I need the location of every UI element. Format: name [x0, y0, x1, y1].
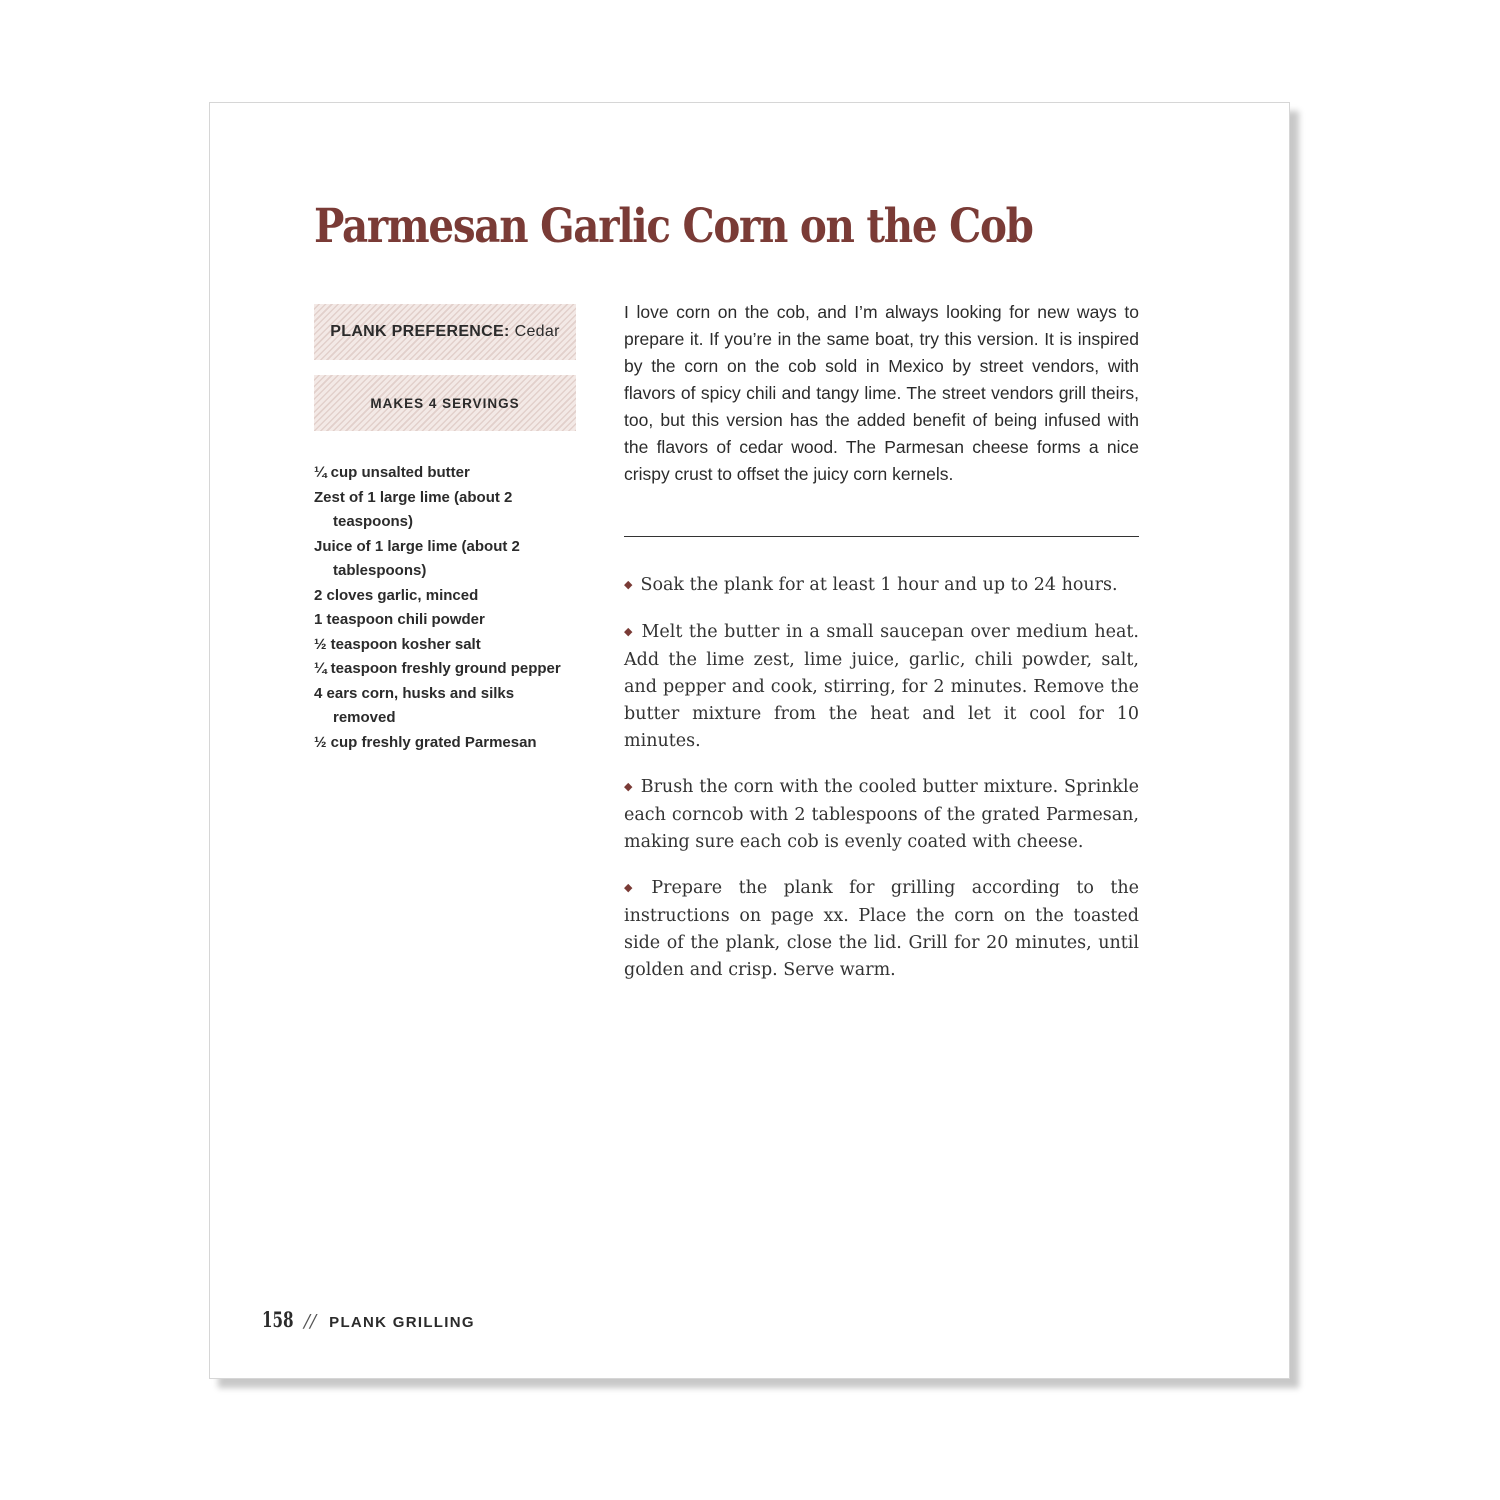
- step-text: Melt the butter in a small saucepan over medium heat. Add the lime zest, lime juice, garlic, chili powder, salt, and pepper and cook, stirring, for 2 minutes. Remove the butter mixture from the heat and let it cool for 10 minutes.: [624, 622, 1139, 751]
- ingredients-list: [314, 461, 576, 755]
- diamond-bullet-icon: ◆: [624, 578, 633, 591]
- step-text: Prepare the plank for grilling according to the instructions on page xx. Place the corn on the toasted side of the plank, close the lid. Grill for 20 minutes, until golden and crisp. Serve warm.: [624, 878, 1139, 980]
- ingredient-item: ¼ teaspoon freshly ground pepper: [314, 660, 561, 677]
- step-item: [624, 572, 1139, 600]
- ingredient-item: ½ teaspoon kosher salt: [314, 635, 481, 653]
- plank-preference-label: PLANK PREFERENCE:: [330, 323, 510, 340]
- plank-preference-box: [314, 304, 576, 360]
- step-item: [624, 875, 1139, 984]
- ingredient-item: ½ cup freshly grated Parmesan: [314, 733, 537, 751]
- diamond-bullet-icon: ◆: [624, 625, 634, 638]
- diamond-bullet-icon: ◆: [624, 881, 644, 894]
- section-divider: [624, 536, 1139, 537]
- diamond-bullet-icon: ◆: [624, 780, 633, 793]
- steps-list: [624, 572, 1139, 1003]
- step-item: [624, 619, 1139, 755]
- ingredient-item: Zest of 1 large lime (about 2 teaspoons): [314, 488, 513, 530]
- ingredient-item: 4 ears corn, husks and silks removed: [314, 684, 515, 726]
- book-page: [209, 102, 1290, 1379]
- footer-separator: //: [304, 1311, 317, 1332]
- step-item: [624, 774, 1139, 856]
- page-number: 158: [262, 1307, 294, 1332]
- ingredient-item: Juice of 1 large lime (about 2 tablespoons): [314, 537, 520, 579]
- plank-preference-value: Cedar: [514, 323, 560, 340]
- ingredient-item: ¼ cup unsalted butter: [314, 464, 470, 481]
- recipe-title: Parmesan Garlic Corn on the Cob: [314, 199, 1033, 254]
- step-text: Brush the corn with the cooled butter mixture. Sprinkle each corncob with 2 tablespoons of the grated Parmesan, making sure each cob is evenly coated with cheese.: [624, 777, 1139, 852]
- page-footer: [262, 1307, 475, 1332]
- section-name: PLANK GRILLING: [329, 1314, 475, 1331]
- ingredient-item: 1 teaspoon chili powder: [314, 611, 485, 628]
- ingredient-item: 2 cloves garlic, minced: [314, 586, 479, 604]
- servings-label: MAKES 4 SERVINGS: [370, 395, 520, 411]
- step-text: Soak the plank for at least 1 hour and up to 24 hours.: [640, 575, 1118, 595]
- servings-box: [314, 375, 576, 431]
- recipe-intro: I love corn on the cob, and I’m always looking for new ways to prepare it. If you’re in the same boat, try this version. It is inspired by the corn on the cob sold in Mexico by street vendors, with flavors of spicy chili and tangy lime. The street vendors grill theirs, too, but this version has the added benefit of being infused with the flavors of cedar wood. The Parmesan cheese forms a nice crispy crust to offset the juicy corn kernels.: [624, 302, 1139, 484]
